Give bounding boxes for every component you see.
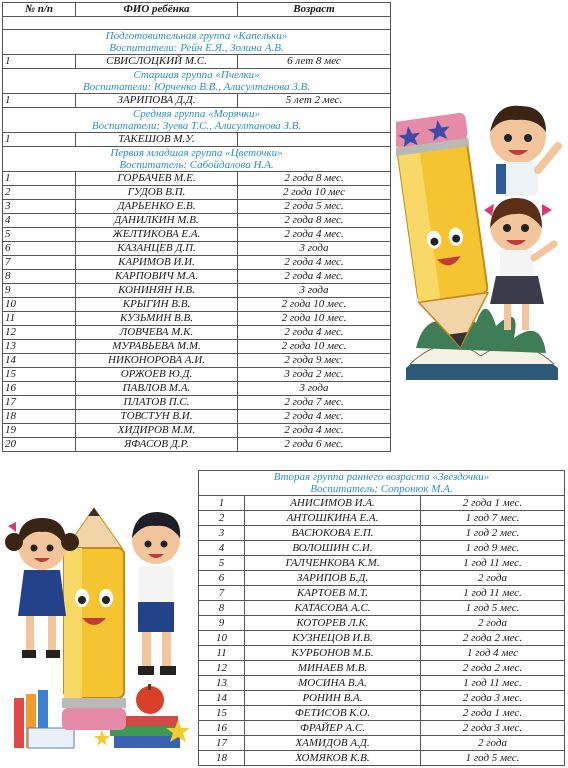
row-number: 15 (199, 706, 245, 721)
row-number: 1 (199, 496, 245, 511)
spacer-row (3, 17, 391, 30)
row-number: 3 (199, 526, 245, 541)
table-row (199, 571, 565, 586)
child-name: ТАКЕШОВ М.У. (76, 133, 238, 147)
group-title-row (3, 147, 391, 172)
child-name: РОНИН В.А. (245, 691, 421, 706)
row-number: 12 (199, 661, 245, 676)
child-age: 2 года 3 мес. (421, 691, 565, 706)
table-row (3, 133, 391, 147)
row-number: 5 (3, 228, 76, 242)
row-number: 20 (3, 438, 76, 452)
child-name: ОРЖОЕВ Ю.Д. (76, 368, 238, 382)
row-number: 14 (3, 354, 76, 368)
table-row (3, 396, 391, 410)
table-row (199, 496, 565, 511)
table-row (3, 354, 391, 368)
row-number: 8 (3, 270, 76, 284)
header-row (3, 3, 391, 17)
child-name: ХАМИДОВ А.Д. (245, 736, 421, 751)
row-number: 18 (199, 751, 245, 766)
child-name: МУРАВЬЕВА М.М. (76, 340, 238, 354)
group-title-row (199, 471, 565, 496)
child-age: 1 год 11 мес. (421, 556, 565, 571)
child-name: ВОЛОШИН С.И. (245, 541, 421, 556)
child-age: 2 года 3 мес. (421, 721, 565, 736)
child-age: 1 год 2 мес. (421, 526, 565, 541)
child-name: КАЗАНЦЕВ Д.П. (76, 242, 238, 256)
child-name: ЯФАСОВ Д.Р. (76, 438, 238, 452)
child-age: 2 года 7 мес. (238, 396, 391, 410)
child-age: 2 года 5 мес. (238, 200, 391, 214)
group-title-row (3, 69, 391, 94)
child-name: МОСИНА В.А. (245, 676, 421, 691)
child-age: 1 год 11 мес. (421, 676, 565, 691)
child-name: КУЗЬМИН В.В. (76, 312, 238, 326)
child-age: 2 года 6 мес. (238, 438, 391, 452)
table-row (199, 616, 565, 631)
header-num: № п/п (3, 3, 76, 17)
row-number: 6 (3, 242, 76, 256)
row-number: 15 (3, 368, 76, 382)
table-row (3, 256, 391, 270)
row-number: 11 (199, 646, 245, 661)
child-name: ФЕТИСОВ К.О. (245, 706, 421, 721)
child-age: 2 года 10 мес. (238, 312, 391, 326)
table-row (3, 242, 391, 256)
table-row (3, 172, 391, 186)
table-row (3, 438, 391, 452)
row-number: 13 (3, 340, 76, 354)
child-name: ФРАЙЕР А.С. (245, 721, 421, 736)
group-teachers: Воспитатели: Юрченко В.В., Алисултанова З.В. (82, 81, 310, 93)
child-age: 1 год 11 мес. (421, 586, 565, 601)
child-name: МИНАЕВ М.В. (245, 661, 421, 676)
child-age: 2 года 2 мес. (421, 631, 565, 646)
child-name: ХОМЯКОВ К.В. (245, 751, 421, 766)
group-title: Старшая группа «Пчелки» (133, 69, 260, 81)
child-age: 2 года 4 мес. (238, 270, 391, 284)
row-number: 19 (3, 424, 76, 438)
table-row (3, 326, 391, 340)
row-number: 10 (199, 631, 245, 646)
child-name: АНТОШКИНА Е.А. (245, 511, 421, 526)
child-age: 1 год 5 мес. (421, 751, 565, 766)
child-age: 3 года (238, 242, 391, 256)
child-age: 2 года 10 мес. (238, 298, 391, 312)
child-age: 2 года (421, 616, 565, 631)
group-title: Вторая группа раннего возраста «Звездочки» (273, 471, 490, 483)
child-age: 2 года 4 мес. (238, 326, 391, 340)
row-number: 1 (3, 94, 76, 108)
child-name: ЖЕЛТИКОВА Е.А. (76, 228, 238, 242)
child-age: 2 года 4 мес. (238, 256, 391, 270)
child-name: ПАВЛОВ М.А. (76, 382, 238, 396)
child-age: 1 год 9 мес. (421, 541, 565, 556)
child-name: СВИСЛОЦКИЙ М.С. (76, 55, 238, 69)
table-row (199, 511, 565, 526)
child-age (238, 133, 391, 147)
row-number: 7 (199, 586, 245, 601)
table-row (3, 368, 391, 382)
child-name: ДАРЬЕНКО Е.В. (76, 200, 238, 214)
child-name: КОНИНЯН Н.В. (76, 284, 238, 298)
child-name: КРЫГИН В.В. (76, 298, 238, 312)
row-number: 9 (199, 616, 245, 631)
table-row (3, 410, 391, 424)
table-row (3, 186, 391, 200)
table-row (199, 526, 565, 541)
child-age: 3 года (238, 382, 391, 396)
table-row (3, 200, 391, 214)
child-name: КОТОРЕВ Л.К. (245, 616, 421, 631)
row-number: 13 (199, 676, 245, 691)
row-number: 4 (3, 214, 76, 228)
child-name: КАРТОЕВ М.Т. (245, 586, 421, 601)
child-age: 2 года 9 мес. (238, 354, 391, 368)
table-row (3, 382, 391, 396)
group-zvezdochki-table (198, 470, 565, 766)
child-name: КАТАСОВА А.С. (245, 601, 421, 616)
child-age: 2 года 1 мес. (421, 706, 565, 721)
child-name: ТОВСТУН В.И. (76, 410, 238, 424)
child-age: 2 года (421, 736, 565, 751)
group-title: Подготовительная группа «Капельки» (105, 30, 288, 42)
row-number: 6 (199, 571, 245, 586)
row-number: 16 (199, 721, 245, 736)
table-row (199, 691, 565, 706)
child-name: ГАЛЧЕНКОВА К.М. (245, 556, 421, 571)
child-age: 2 года 1 мес. (421, 496, 565, 511)
row-number: 5 (199, 556, 245, 571)
child-name: НИКОНОРОВА А.И. (76, 354, 238, 368)
table-row (3, 424, 391, 438)
child-name: ЛОВЧЕВА М.К. (76, 326, 238, 340)
row-number: 17 (3, 396, 76, 410)
group-teachers: Воспитатель: Сабойдалова Н.А. (119, 159, 274, 171)
child-name: ПЛАТОВ П.С. (76, 396, 238, 410)
group-title-row (3, 108, 391, 133)
row-number: 2 (199, 511, 245, 526)
table-row (199, 676, 565, 691)
pencil-kids-book-illustration (396, 98, 566, 383)
table-row (199, 541, 565, 556)
child-age: 2 года 4 мес. (238, 228, 391, 242)
child-age: 2 года 4 мес. (238, 424, 391, 438)
table-row (199, 721, 565, 736)
table-row (3, 340, 391, 354)
row-number: 4 (199, 541, 245, 556)
child-name: ВАСЮКОВА Е.П. (245, 526, 421, 541)
child-name: КУРБОНОВ М.Б. (245, 646, 421, 661)
child-age: 2 года 4 мес. (238, 410, 391, 424)
child-name: ЗАРИПОВА Д.Д. (76, 94, 238, 108)
child-name: КУЗНЕЦОВ И.В. (245, 631, 421, 646)
child-age: 3 года 2 мес. (238, 368, 391, 382)
table-row (3, 312, 391, 326)
child-age: 5 лет 2 мес. (238, 94, 391, 108)
child-name: ЗАРИПОВ Б.Д. (245, 571, 421, 586)
table-row (3, 298, 391, 312)
child-name: ГУДОВ В.П. (76, 186, 238, 200)
child-name: ХИДИРОВ М.М. (76, 424, 238, 438)
group-title: Средняя группа «Морячки» (132, 108, 261, 120)
child-name: ДАНИЛКИН М.В. (76, 214, 238, 228)
row-number: 9 (3, 284, 76, 298)
table-row (3, 55, 391, 69)
row-number: 11 (3, 312, 76, 326)
row-number: 1 (3, 133, 76, 147)
child-age: 2 года 2 мес. (421, 661, 565, 676)
table-row (3, 94, 391, 108)
row-number: 17 (199, 736, 245, 751)
child-age: 1 год 4 мес (421, 646, 565, 661)
row-number: 16 (3, 382, 76, 396)
header-name: ФИО ребёнка (76, 3, 238, 17)
row-number: 10 (3, 298, 76, 312)
row-number: 18 (3, 410, 76, 424)
table-row (199, 661, 565, 676)
table-row (3, 284, 391, 298)
child-age: 1 год 7 мес. (421, 511, 565, 526)
child-age: 2 года 8 мес. (238, 214, 391, 228)
groups-table-main (2, 2, 391, 452)
row-number: 1 (3, 172, 76, 186)
group-title-row (3, 30, 391, 55)
group-title: Первая младшая группа «Цветочки» (110, 147, 283, 159)
row-number: 1 (3, 55, 76, 69)
child-name: ГОРБАЧЕВ М.Е. (76, 172, 238, 186)
table-row (3, 270, 391, 284)
row-number: 3 (3, 200, 76, 214)
row-number: 8 (199, 601, 245, 616)
child-age: 2 года 10 мес (238, 186, 391, 200)
table-row (199, 556, 565, 571)
child-name: КАРПОВИЧ М.А. (76, 270, 238, 284)
table-row (199, 631, 565, 646)
row-number: 2 (3, 186, 76, 200)
child-age: 2 года 8 мес. (238, 172, 391, 186)
table-row (199, 586, 565, 601)
child-age: 6 лет 8 мес (238, 55, 391, 69)
group-teachers: Воспитатель: Сопронюк М.А. (310, 483, 453, 495)
row-number: 7 (3, 256, 76, 270)
table-row (3, 228, 391, 242)
table-row (199, 736, 565, 751)
row-number: 14 (199, 691, 245, 706)
child-age: 3 года (238, 284, 391, 298)
group-teachers: Воспитатели: Зуева Т.С., Алисултанова З.В. (91, 120, 302, 132)
table-row (199, 646, 565, 661)
child-age: 2 года (421, 571, 565, 586)
table-row (199, 751, 565, 766)
table-row (199, 601, 565, 616)
header-age: Возраст (238, 3, 391, 17)
table-row (199, 706, 565, 721)
pencil-kids-crayons-illustration (2, 498, 194, 760)
group-teachers: Воспитатели: Рейн Е.Я., Золина А.В. (109, 42, 284, 54)
table-row (3, 214, 391, 228)
child-name: КАРИМОВ И.И. (76, 256, 238, 270)
child-age: 1 год 5 мес. (421, 601, 565, 616)
child-age: 2 года 10 мес. (238, 340, 391, 354)
child-name: АНИСИМОВ И.А. (245, 496, 421, 511)
row-number: 12 (3, 326, 76, 340)
